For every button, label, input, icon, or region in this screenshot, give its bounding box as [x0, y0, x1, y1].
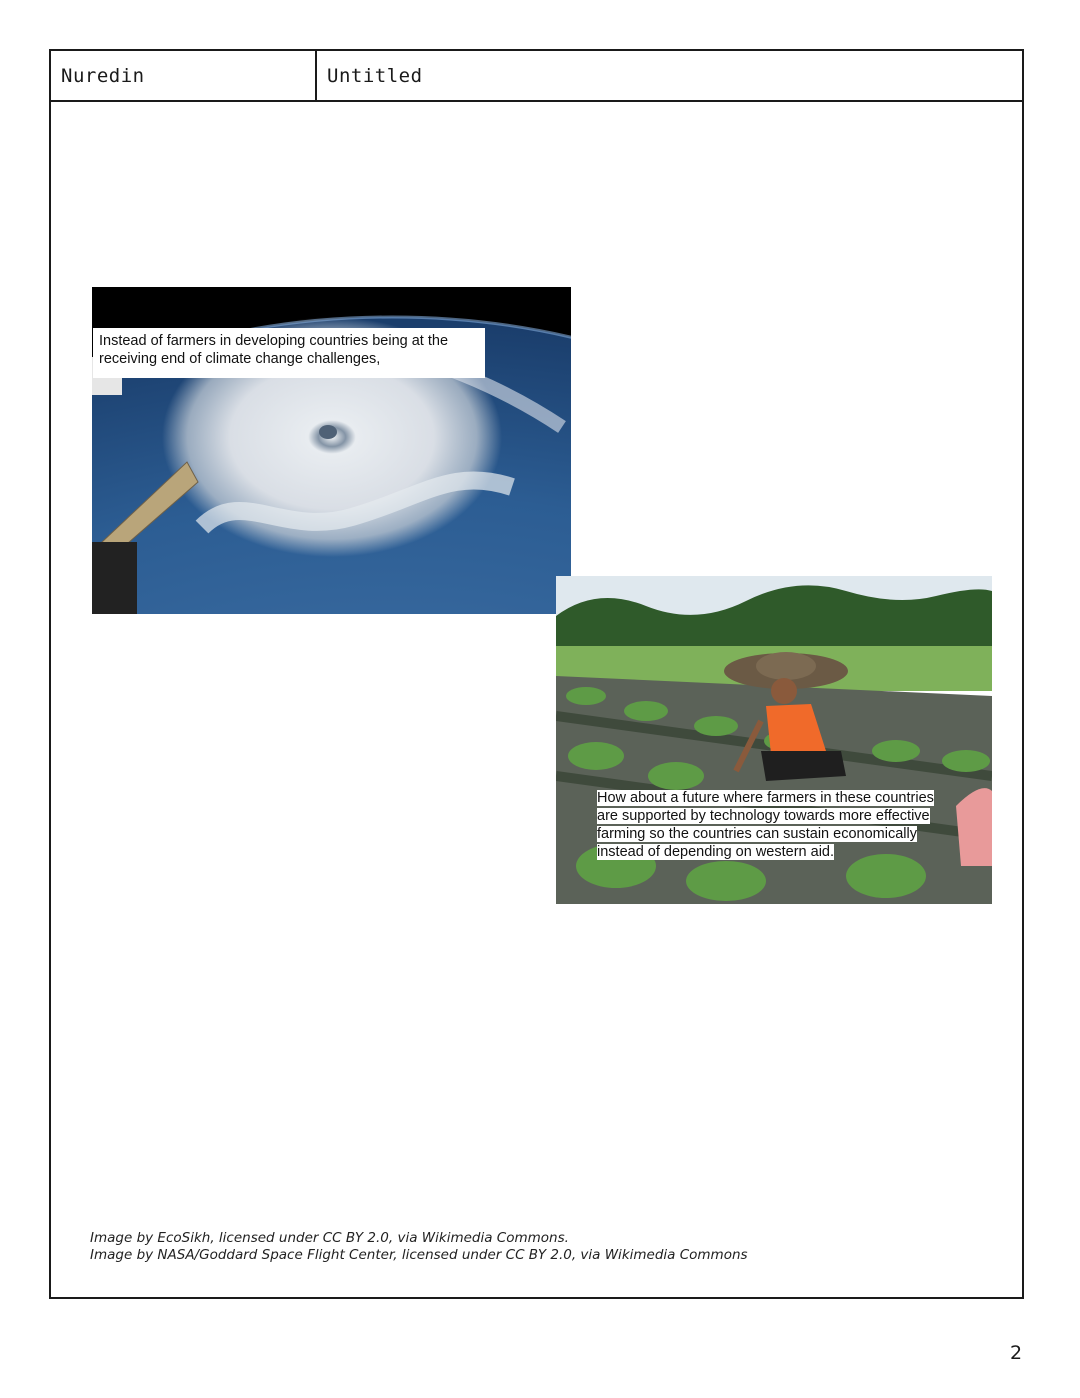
author-name: Nuredin: [51, 51, 317, 100]
slide-frame: [49, 49, 1024, 1299]
credit-line: Image by NASA/Goddard Space Flight Center, licensed under CC BY 2.0, via Wikimedia Commons: [90, 1247, 748, 1263]
farm-caption: [597, 789, 942, 861]
farm-caption-line: How about a future where farmers in these countries: [597, 790, 934, 806]
image-credits: [90, 1230, 748, 1264]
farm-caption-line: instead of depending on western aid.: [597, 844, 835, 860]
farm-caption-line: are supported by technology towards more effective: [597, 808, 930, 824]
credit-line: Image by EcoSikh, licensed under CC BY 2.0, via Wikimedia Commons.: [90, 1230, 569, 1246]
document-title: Untitled: [327, 65, 423, 87]
farm-image: [556, 576, 992, 904]
farm-caption-line: farming so the countries can sustain economically: [597, 826, 917, 842]
slide-header: [51, 51, 1022, 102]
page-number: 2: [1010, 1342, 1023, 1364]
hurricane-caption: Instead of farmers in developing countries being at the receiving end of climate change challenges,: [93, 328, 485, 378]
